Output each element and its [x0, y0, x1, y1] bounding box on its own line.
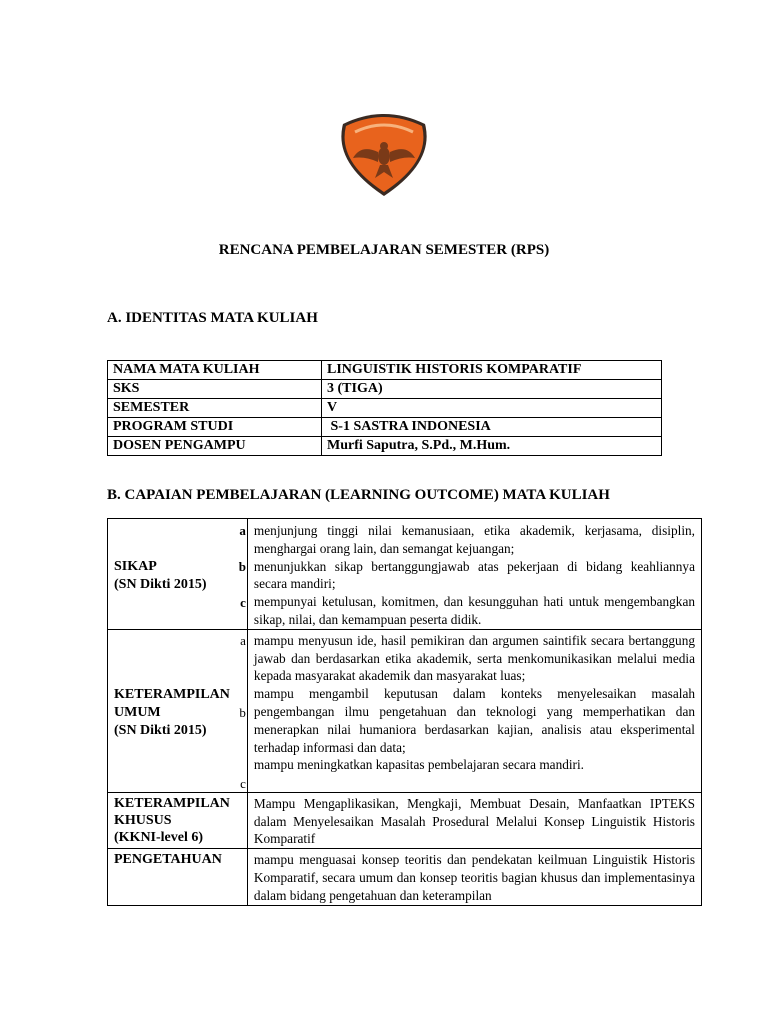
- table-row: [108, 437, 662, 456]
- section-b-heading: B. CAPAIAN PEMBELAJARAN (LEARNING OUTCOME) MATA KULIAH: [107, 487, 610, 503]
- list-item: mampu meningkatkan kapasitas pembelajaran secara mandiri.: [253, 757, 585, 773]
- identity-table: [107, 360, 662, 456]
- list-item: menjunjung tinggi nilai kemanusiaan, etika akademik, kerjasama, disiplin, menghargai orang lain, dan semangat kejuangan;: [253, 523, 695, 556]
- row-key: SEMESTER: [108, 399, 322, 418]
- row-key: NAMA MATA KULIAH: [108, 361, 322, 380]
- keterampilan-umum-source: (SN Dikti 2015): [114, 722, 207, 738]
- table-row: [108, 399, 662, 418]
- sikap-content-cell: [247, 519, 701, 630]
- list-item: mempunyai ketulusan, komitmen, dan kesungguhan hati untuk mengembangkan sikap, nilai, dan kemampuan peserta didik.: [253, 594, 695, 627]
- pengetahuan-label: PENGETAHUAN: [114, 852, 222, 868]
- sikap-label-cell: [108, 519, 248, 630]
- table-row-sikap: [108, 519, 702, 630]
- keterampilan-umum-label-2: UMUM: [114, 704, 161, 720]
- keterampilan-umum-label: KETERAMPILAN: [114, 686, 230, 702]
- keterampilan-khusus-text: Mampu Mengaplikasikan, Mengkaji, Membuat Desain, Manfaatkan IPTEKS dalam Menyelesaikan Masalah Prosedural Melalui Konsep Linguistik Historis Komparatif: [253, 795, 695, 847]
- table-row-pengetahuan: [108, 849, 702, 905]
- document-title: RENCANA PEMBELAJARAN SEMESTER (RPS): [218, 242, 550, 258]
- garuda-emblem-icon: [335, 110, 433, 198]
- keterampilan-khusus-label: KETERAMPILAN: [114, 795, 230, 811]
- table-row: [108, 418, 662, 437]
- section-a-heading: A. IDENTITAS MATA KULIAH: [107, 310, 318, 326]
- row-value: Murfi Saputra, S.Pd., M.Hum.: [322, 437, 662, 456]
- keterampilan-khusus-source: (KKNI-level 6): [114, 829, 204, 845]
- sikap-source: (SN Dikti 2015): [114, 577, 207, 592]
- pengetahuan-text: mampu menguasai konsep teoritis dan pendekatan keilmuan Linguistik Historis Komparatif, secara umum dan konsep teoritis bagian khusus dan implementasinya dalam bidang pengetahuan dan keterampilan: [253, 852, 695, 903]
- university-logo: [335, 110, 433, 198]
- keterampilan-khusus-label-2: KHUSUS: [114, 812, 172, 828]
- list-item: mampu mengambil keputusan dalam konteks menyelesaikan masalah pengembangan ilmu pengetahuan dan teknologi yang memperhatikan dan menerapkan nilai humaniora berdasarkan kajian, analisis atau eksperimental terhadap informasi dan data;: [253, 686, 695, 755]
- sikap-label: SIKAP: [114, 559, 157, 574]
- list-item: mampu menyusun ide, hasil pemikiran dan argumen saintifik secara bertanggung jawab dan berdasarkan etika akademik, serta menkomunikasikan melalui media kepada masyarakat akademik dan masyarakat luas;: [253, 632, 695, 684]
- row-value: V: [322, 399, 662, 418]
- table-row-keterampilan-khusus: [108, 792, 702, 848]
- marker-b: b: [239, 704, 246, 720]
- table-row: [108, 361, 662, 380]
- row-key: SKS: [108, 380, 322, 399]
- list-item: menunjukkan sikap bertanggungjawab atas pekerjaan di bidang keahliannya secara mandiri;: [253, 558, 695, 592]
- keterampilan-umum-content-cell: [247, 629, 701, 792]
- marker-a: a: [240, 632, 246, 648]
- row-key: DOSEN PENGAMPU: [108, 437, 322, 456]
- table-row: [108, 380, 662, 399]
- row-value: S-1 SASTRA INDONESIA: [322, 418, 662, 437]
- marker-c: c: [240, 595, 246, 610]
- learning-outcome-table: [107, 518, 702, 906]
- keterampilan-khusus-content-cell: [247, 792, 701, 848]
- row-value: 3 (TIGA): [322, 380, 662, 399]
- marker-a: a: [239, 523, 246, 538]
- keterampilan-umum-label-cell: [108, 629, 248, 792]
- row-value: LINGUISTIK HISTORIS KOMPARATIF: [322, 361, 662, 380]
- pengetahuan-label-cell: [108, 849, 248, 905]
- row-key: PROGRAM STUDI: [108, 418, 322, 437]
- pengetahuan-content-cell: [247, 849, 701, 905]
- table-row-keterampilan-umum: [108, 629, 702, 792]
- marker-c: c: [240, 775, 246, 791]
- marker-b: b: [238, 559, 246, 574]
- keterampilan-khusus-label-cell: [108, 792, 248, 848]
